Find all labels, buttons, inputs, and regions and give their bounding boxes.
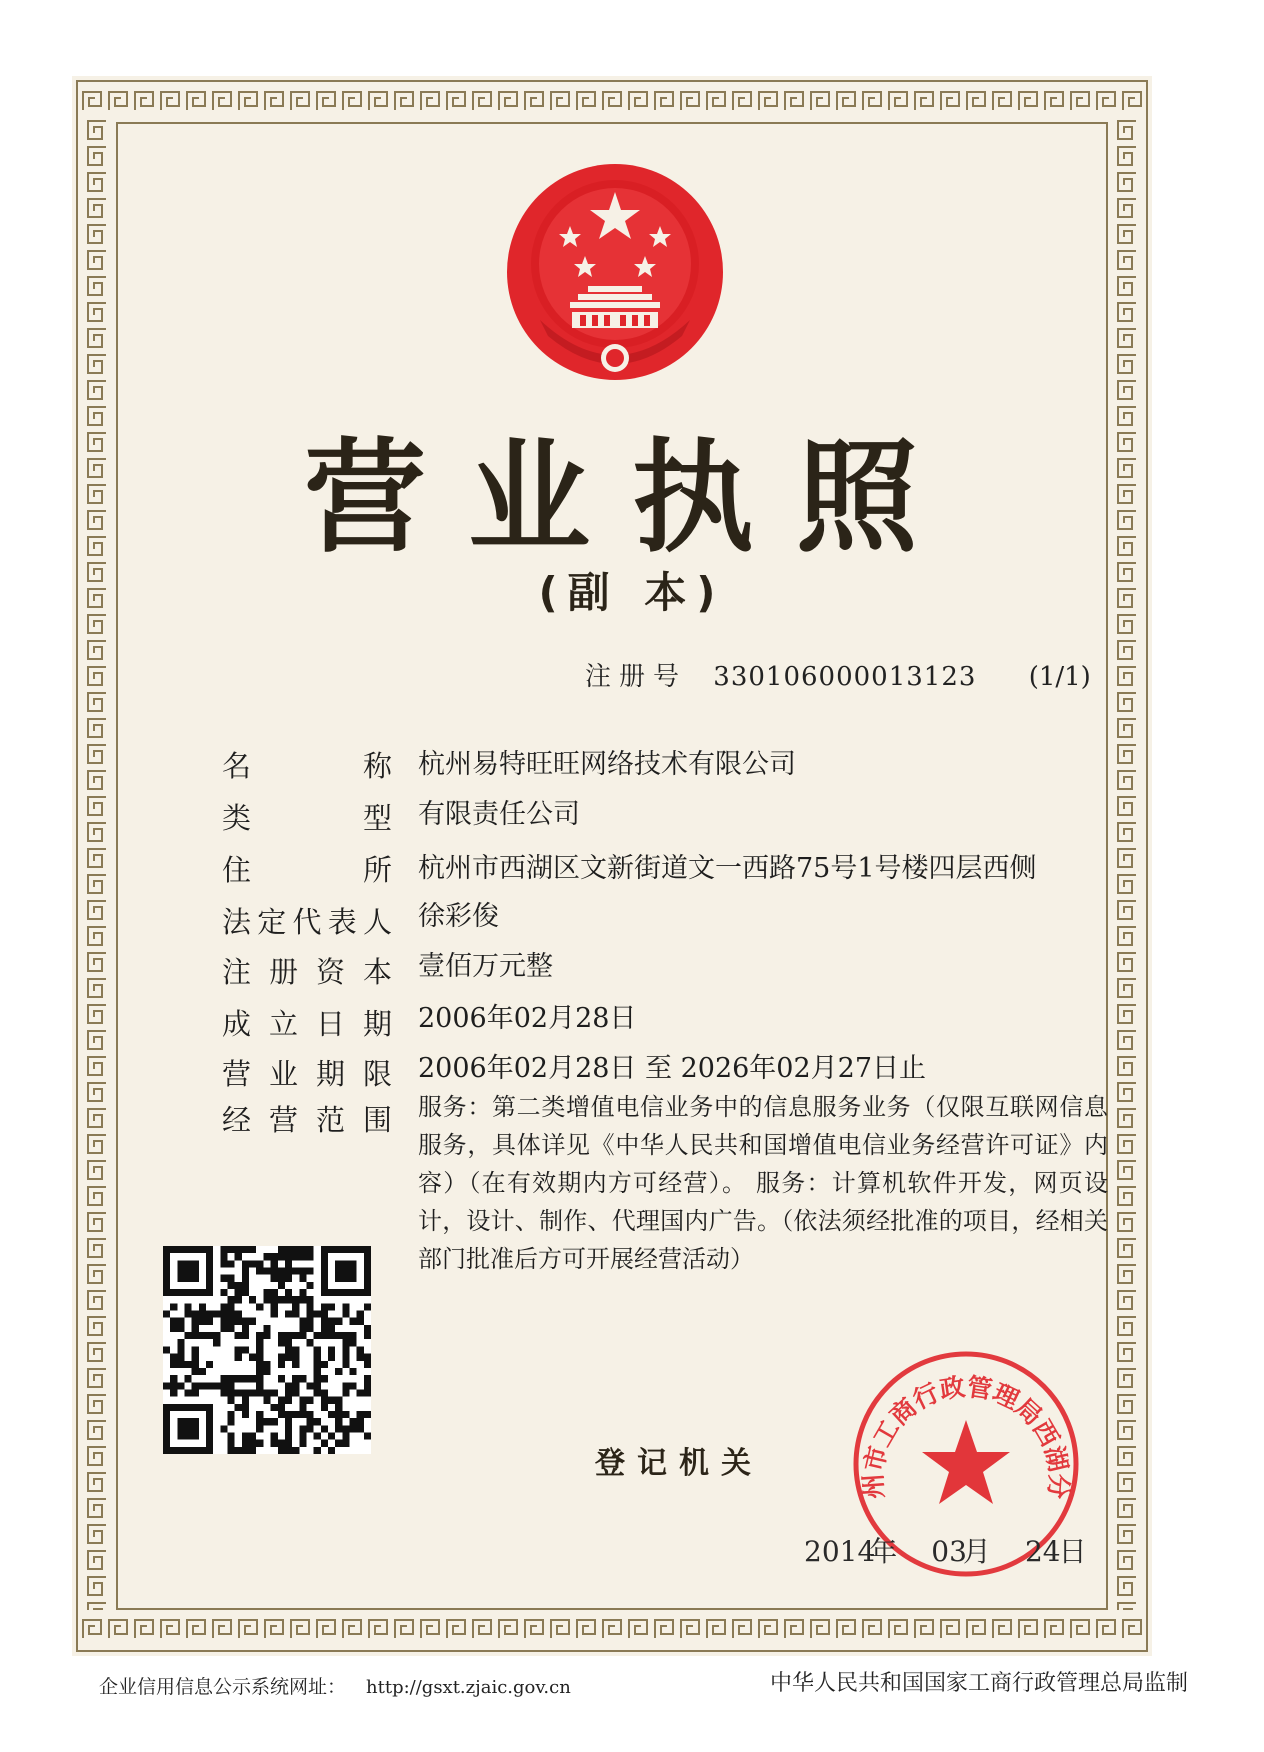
issue-day: 24: [1024, 1535, 1061, 1568]
label-char: 册: [268, 955, 298, 989]
label-char: 资: [315, 955, 345, 989]
footer-website-label: 企业信用信息公示系统网址：: [99, 1676, 347, 1698]
label-char: 定: [257, 905, 287, 939]
label-char: 限: [362, 1057, 392, 1091]
issue-year-unit: 年: [869, 1535, 898, 1568]
field-label-established-date: [222, 1002, 392, 1043]
decorative-border-bottom: [80, 1614, 1144, 1644]
field-label-legal-representative: [222, 900, 392, 941]
decorative-border-top: [80, 86, 1144, 116]
field-label-business-scope: [222, 1098, 392, 1139]
label-char: 注: [222, 955, 252, 989]
label-char: 围: [362, 1103, 392, 1137]
label-char: 名: [222, 749, 252, 783]
footer-website: [99, 1672, 571, 1699]
page-indicator: (1/1): [1028, 662, 1091, 692]
field-value-business-scope: 服务：第二类增值电信业务中的信息服务业务（仅限互联网信息服务，具体详见《中华人民共和国增值电信业务经营许可证》内容）（在有效期内方可经营）。 服务：计算机软件开发，网页设计，设计、制作、代理国内广告。（依法须经批准的项目，经相关部门批准后方可开展经营活动）: [418, 1093, 1108, 1273]
registration-number: 330106000013123: [713, 662, 977, 692]
registration-number-label: 注册号: [585, 662, 688, 692]
label-char: 业: [268, 1057, 298, 1091]
label-char: 法: [222, 905, 252, 939]
license-subtitle: (副 本): [538, 568, 726, 617]
issue-date: [804, 1530, 1087, 1570]
label-char: 代: [292, 905, 322, 939]
field-value-business-term: 2006年02月28日 至 2026年02月27日止: [418, 1053, 927, 1084]
label-char: 营: [222, 1057, 252, 1091]
label-char: 型: [362, 801, 392, 835]
field-value-legal-representative: 徐彩俊: [418, 901, 499, 932]
label-char: 称: [362, 749, 392, 783]
issue-year: 2014: [804, 1535, 876, 1568]
label-char: 本: [362, 955, 392, 989]
field-label-type: [222, 796, 392, 837]
label-char: 住: [222, 853, 252, 887]
label-char: 经: [222, 1103, 252, 1137]
field-label-registered-capital: [222, 950, 392, 991]
footer-supervisor: 中华人民共和国国家工商行政管理总局监制: [770, 1671, 1189, 1696]
national-emblem-icon: [500, 160, 730, 390]
field-label-business-term: [222, 1052, 392, 1093]
label-char: 成: [222, 1007, 252, 1041]
label-char: 人: [362, 905, 392, 939]
registration-number-line: [585, 656, 1091, 693]
field-label-name: [222, 744, 392, 785]
registration-authority-label: 登记机关: [595, 1446, 763, 1481]
label-char: 日: [315, 1007, 345, 1041]
footer-website-url[interactable]: http://gsxt.zjaic.gov.cn: [366, 1677, 571, 1698]
decorative-border-left: [82, 118, 112, 1610]
field-value-name: 杭州易特旺旺网络技术有限公司: [418, 749, 796, 780]
field-value-established-date: 2006年02月28日: [418, 1003, 637, 1034]
label-char: 期: [315, 1057, 345, 1091]
label-char: 所: [362, 853, 392, 887]
label-char: 表: [327, 905, 357, 939]
label-char: 类: [222, 801, 252, 835]
issue-day-unit: 日: [1058, 1535, 1087, 1568]
field-value-type: 有限责任公司: [418, 799, 580, 830]
issue-month: 03: [931, 1535, 967, 1568]
issue-month-unit: 月: [962, 1535, 991, 1568]
field-value-registered-capital: 壹佰万元整: [418, 951, 553, 982]
qr-code: [163, 1246, 371, 1454]
field-value-address: 杭州市西湖区文新街道文一西路75号1号楼四层西侧: [418, 853, 1037, 884]
decorative-border-right: [1112, 118, 1142, 1610]
license-title: 营业执照: [304, 427, 960, 569]
label-char: 营: [268, 1103, 298, 1137]
label-char: 期: [362, 1007, 392, 1041]
field-label-address: [222, 848, 392, 889]
seal-text: 州市工商行政管理局西湖分: [858, 1372, 1074, 1500]
label-char: 范: [315, 1103, 345, 1137]
label-char: 立: [268, 1007, 298, 1041]
